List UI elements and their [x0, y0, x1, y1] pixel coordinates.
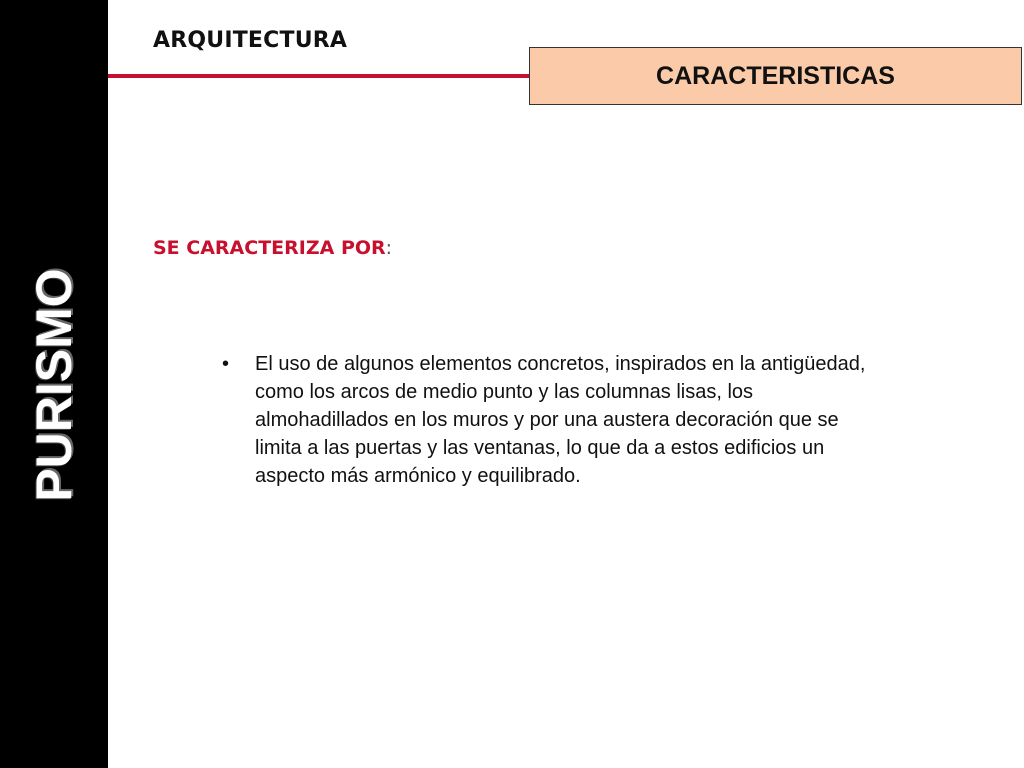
sidebar-title: PURISMO: [26, 268, 82, 502]
header-box: [529, 47, 1022, 105]
subheading-text: SE CARACTERIZA POR: [153, 237, 386, 259]
header-box-title: CARACTERISTICAS: [656, 61, 895, 90]
section-label: ARQUITECTURA: [153, 28, 348, 53]
bullet-text: El uso de algunos elementos concretos, inspirados en la antigüedad, como los arcos de medio punto y las columnas lisas, los almohadillados en los muros y por una austera decoración que se limita a las puertas y las ventanas, lo que da a estos edificios un aspecto más armónico y equilibrado.: [255, 353, 866, 487]
bullet-list: [222, 350, 872, 490]
subheading-colon: :: [385, 237, 393, 259]
sidebar: [0, 0, 108, 768]
header-divider: [108, 74, 533, 78]
bullet-item: [222, 350, 872, 490]
subheading: [153, 237, 392, 259]
bullet-marker: •: [222, 353, 230, 375]
